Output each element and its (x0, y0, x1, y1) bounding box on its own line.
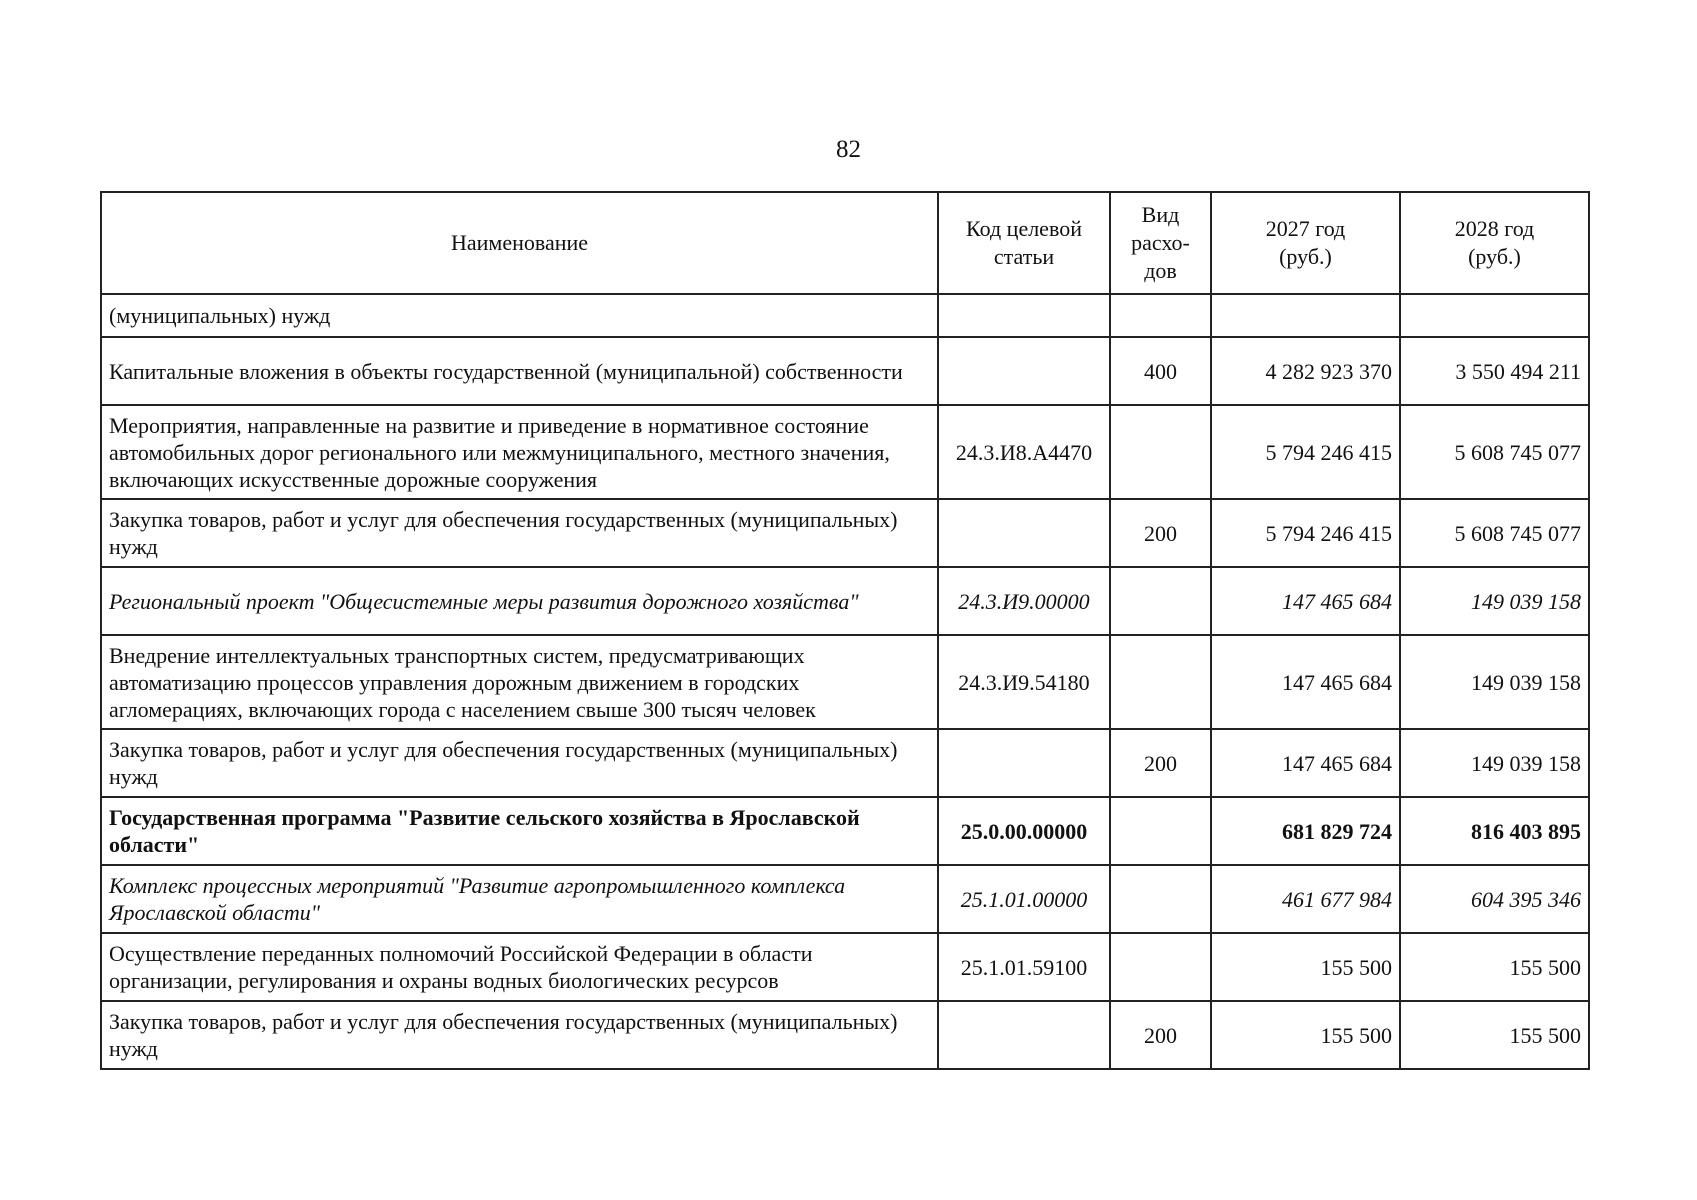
row-name-cell: Государственная программа "Развитие сельского хозяйства в Ярославской области" (101, 797, 938, 865)
table-row (101, 865, 1589, 933)
row-2027-cell: 5 794 246 415 (1211, 499, 1400, 567)
row-kind-cell (1110, 405, 1211, 499)
table-row (101, 797, 1589, 865)
row-2027-cell: 5 794 246 415 (1211, 405, 1400, 499)
row-2028-cell (1400, 294, 1589, 337)
row-code-cell: 24.3.И9.00000 (938, 567, 1110, 635)
row-name-cell: Закупка товаров, работ и услуг для обеспечения государственных (муниципальных) нужд (101, 499, 938, 567)
header-code: Код целевой статьи (938, 192, 1110, 294)
row-kind-cell (1110, 567, 1211, 635)
header-kind: Вид расхо- дов (1110, 192, 1211, 294)
row-2028-cell: 149 039 158 (1400, 567, 1589, 635)
row-name-cell: Капитальные вложения в объекты государственной (муниципальной) собственности (101, 337, 938, 405)
row-kind-cell: 200 (1110, 729, 1211, 797)
row-code-cell: 25.1.01.59100 (938, 933, 1110, 1001)
row-2028-cell: 5 608 745 077 (1400, 405, 1589, 499)
table-row (101, 499, 1589, 567)
row-kind-cell (1110, 933, 1211, 1001)
row-2028-cell: 816 403 895 (1400, 797, 1589, 865)
row-name-cell: Мероприятия, направленные на развитие и приведение в нормативное состояние автомобильных дорог регионального или межмуниципального, местного значения, включающих искусственные дорожные сооружения (101, 405, 938, 499)
header-2027: 2027 год (руб.) (1211, 192, 1400, 294)
table-row (101, 337, 1589, 405)
row-kind-cell: 400 (1110, 337, 1211, 405)
row-name-cell: Внедрение интеллектуальных транспортных систем, предусматривающих автоматизацию процессов управления дорожным движением в городских агломерациях, включающих города с населением свыше 300 тысяч человек (101, 635, 938, 729)
row-kind-cell (1110, 865, 1211, 933)
row-name-cell: Региональный проект "Общесистемные меры развития дорожного хозяйства" (101, 567, 938, 635)
row-kind-cell: 200 (1110, 499, 1211, 567)
row-2027-cell: 147 465 684 (1211, 567, 1400, 635)
row-2027-cell: 155 500 (1211, 933, 1400, 1001)
row-code-cell: 24.3.И9.54180 (938, 635, 1110, 729)
row-name-cell: Закупка товаров, работ и услуг для обеспечения государственных (муниципальных) нужд (101, 729, 938, 797)
table-body (101, 294, 1589, 1069)
row-2028-cell: 5 608 745 077 (1400, 499, 1589, 567)
table-row (101, 1001, 1589, 1069)
row-name-cell: Осуществление переданных полномочий Российской Федерации в области организации, регулирования и охраны водных биологических ресурсов (101, 933, 938, 1001)
header-2028: 2028 год (руб.) (1400, 192, 1589, 294)
row-kind-cell (1110, 635, 1211, 729)
row-2027-cell: 147 465 684 (1211, 635, 1400, 729)
row-name-cell: Закупка товаров, работ и услуг для обеспечения государственных (муниципальных) нужд (101, 1001, 938, 1069)
row-code-cell (938, 337, 1110, 405)
row-2027-cell: 461 677 984 (1211, 865, 1400, 933)
row-kind-cell (1110, 797, 1211, 865)
row-kind-cell: 200 (1110, 1001, 1211, 1069)
table-row (101, 294, 1589, 337)
page-number: 82 (836, 136, 861, 163)
row-2027-cell: 4 282 923 370 (1211, 337, 1400, 405)
row-name-cell: (муниципальных) нужд (101, 294, 938, 337)
header-row (101, 192, 1589, 294)
table-row (101, 567, 1589, 635)
row-code-cell: 24.3.И8.А4470 (938, 405, 1110, 499)
row-name-cell: Комплекс процессных мероприятий "Развитие агропромышленного комплекса Ярославской области" (101, 865, 938, 933)
table-row (101, 635, 1589, 729)
row-code-cell (938, 729, 1110, 797)
row-2028-cell: 3 550 494 211 (1400, 337, 1589, 405)
row-2027-cell: 147 465 684 (1211, 729, 1400, 797)
row-2027-cell: 155 500 (1211, 1001, 1400, 1069)
row-code-cell (938, 1001, 1110, 1069)
header-name: Наименование (101, 192, 938, 294)
row-kind-cell (1110, 294, 1211, 337)
row-2028-cell: 155 500 (1400, 1001, 1589, 1069)
table-row (101, 405, 1589, 499)
budget-table (100, 191, 1590, 1070)
row-code-cell (938, 499, 1110, 567)
row-2028-cell: 149 039 158 (1400, 729, 1589, 797)
row-2028-cell: 149 039 158 (1400, 635, 1589, 729)
table-row (101, 933, 1589, 1001)
row-code-cell (938, 294, 1110, 337)
row-code-cell: 25.0.00.00000 (938, 797, 1110, 865)
table-row (101, 729, 1589, 797)
row-code-cell: 25.1.01.00000 (938, 865, 1110, 933)
row-2028-cell: 155 500 (1400, 933, 1589, 1001)
row-2028-cell: 604 395 346 (1400, 865, 1589, 933)
row-2027-cell (1211, 294, 1400, 337)
row-2027-cell: 681 829 724 (1211, 797, 1400, 865)
